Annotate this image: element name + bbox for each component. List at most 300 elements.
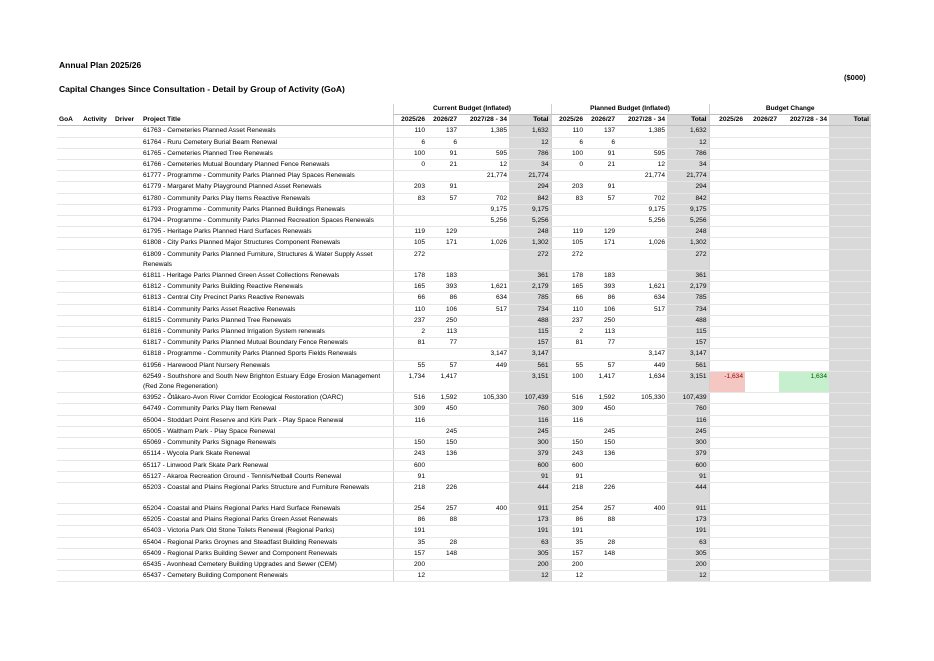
pln-value-cell: 115 (667, 327, 709, 338)
cur-value-cell: 1,734 (393, 371, 427, 392)
pln-value-cell: 105,330 (617, 393, 667, 404)
pln-value-cell: 561 (667, 360, 709, 371)
driver-cell (113, 238, 141, 249)
goa-cell (57, 571, 81, 582)
chg-value-cell (745, 482, 779, 503)
cur-value-cell: 83 (393, 193, 427, 204)
project-title-cell: 61812 - Community Parks Building Reactive Renewals (141, 282, 393, 293)
goa-cell (57, 503, 81, 514)
page-subtitle: Capital Changes Since Consultation - Detail by Group of Activity (GoA) (59, 84, 345, 94)
cur-value-cell: 113 (427, 327, 459, 338)
cur-value-cell: 55 (393, 360, 427, 371)
pln-value-cell: 63 (667, 537, 709, 548)
pln-value-cell: 516 (551, 393, 585, 404)
cur-value-cell: 105 (393, 238, 427, 249)
pln-value-cell (617, 559, 667, 570)
pln-value-cell: 91 (551, 471, 585, 482)
activity-cell (81, 471, 113, 482)
table-row (57, 371, 871, 392)
table-row (57, 460, 871, 471)
table-row (57, 482, 871, 503)
cur-value-cell: 119 (393, 227, 427, 238)
driver-cell (113, 204, 141, 215)
chg-value-cell (829, 460, 871, 471)
chg-value-cell (745, 238, 779, 249)
chg-value-cell (745, 249, 779, 270)
cur-value-cell: 1,621 (459, 282, 509, 293)
cur-value-cell: 191 (393, 526, 427, 537)
cur-value-cell: 12 (459, 160, 509, 171)
group-planned-budget: Planned Budget (Inflated) (551, 104, 709, 115)
goa-cell (57, 304, 81, 315)
chg-value-cell (745, 137, 779, 148)
pln-value-cell: 444 (667, 482, 709, 503)
table-row (57, 404, 871, 415)
chg-value-cell (709, 449, 745, 460)
project-title-cell: 61809 - Community Parks Planned Furniture, Structures & Water Supply Asset Renewals (141, 249, 393, 270)
cur-value-cell: 81 (393, 338, 427, 349)
pln-value-cell: 634 (617, 293, 667, 304)
page-title: Annual Plan 2025/26 (59, 60, 142, 70)
goa-cell (57, 148, 81, 159)
cur-value-cell (459, 548, 509, 559)
pln-value-cell: 3,147 (667, 349, 709, 360)
activity-cell (81, 238, 113, 249)
chg-value-cell (709, 282, 745, 293)
cur-value-cell: 561 (509, 360, 551, 371)
chg-value-cell (829, 271, 871, 282)
project-title-cell: 65404 - Regional Parks Groynes and Steadfast Building Renewals (141, 537, 393, 548)
cur-value-cell: 115 (509, 327, 551, 338)
pln-value-cell: 173 (667, 515, 709, 526)
pln-value-cell: 226 (585, 482, 617, 503)
pln-value-cell: 148 (585, 548, 617, 559)
chg-value-cell (829, 559, 871, 570)
chg-value-cell (779, 193, 829, 204)
cur-value-cell: 3,151 (509, 371, 551, 392)
chg-value-cell (829, 426, 871, 437)
pln-value-cell (585, 526, 617, 537)
cur-value-cell: 786 (509, 148, 551, 159)
chg-value-cell (779, 160, 829, 171)
cur-value-cell (459, 227, 509, 238)
cur-value-cell: 272 (393, 249, 427, 270)
project-title-cell: 65205 - Coastal and Plains Regional Parks Green Asset Renewals (141, 515, 393, 526)
cur-value-cell: 116 (393, 415, 427, 426)
cur-value-cell (459, 182, 509, 193)
project-title-cell: 61794 - Programme - Community Parks Planned Recreation Spaces Renewals (141, 216, 393, 227)
chg-value-cell (779, 471, 829, 482)
pln-value-cell (551, 171, 585, 182)
project-title-cell: 61818 - Programme - Community Parks Planned Sports Fields Renewals (141, 349, 393, 360)
cur-value-cell: 488 (509, 315, 551, 326)
activity-cell (81, 537, 113, 548)
pln-value-cell (617, 182, 667, 193)
table-row (57, 426, 871, 437)
driver-cell (113, 282, 141, 293)
cur-value-cell: 203 (393, 182, 427, 193)
driver-cell (113, 415, 141, 426)
pln-value-cell: 12 (667, 137, 709, 148)
pln-value-cell: 57 (585, 360, 617, 371)
cur-value-cell: 183 (427, 271, 459, 282)
pln-value-cell (617, 315, 667, 326)
driver-cell (113, 126, 141, 137)
goa-cell (57, 559, 81, 570)
driver-cell (113, 216, 141, 227)
pln-value-cell: 200 (551, 559, 585, 570)
pln-value-cell: 237 (551, 315, 585, 326)
cur-value-cell: 3,147 (509, 349, 551, 360)
pln-value-cell: 91 (667, 471, 709, 482)
cur-value-cell (393, 349, 427, 360)
driver-cell (113, 137, 141, 148)
chg-value-cell (779, 148, 829, 159)
cur-value-cell: 257 (427, 503, 459, 514)
cur-value-cell: 0 (393, 160, 427, 171)
chg-value-cell (779, 515, 829, 526)
goa-cell (57, 515, 81, 526)
driver-cell (113, 360, 141, 371)
goa-cell (57, 349, 81, 360)
project-title-cell: 61765 - Cemeteries Planned Tree Renewals (141, 148, 393, 159)
chg-value-cell (745, 293, 779, 304)
chg-value-cell (709, 438, 745, 449)
pln-value-cell: 110 (551, 126, 585, 137)
chg-value-cell (779, 548, 829, 559)
pln-value-cell (585, 559, 617, 570)
chg-value-cell (709, 182, 745, 193)
pln-value-cell: 786 (667, 148, 709, 159)
chg-value-cell (829, 548, 871, 559)
driver-cell (113, 526, 141, 537)
driver-cell (113, 160, 141, 171)
project-title-cell: 65005 - Waltham Park - Play Space Renewal (141, 426, 393, 437)
chg-value-cell (829, 371, 871, 392)
pln-value-cell: 136 (585, 449, 617, 460)
pln-value-cell (617, 404, 667, 415)
chg-value-cell (745, 182, 779, 193)
chg-value-cell (829, 482, 871, 503)
cur-value-cell: 6 (427, 137, 459, 148)
chg-value-cell (829, 449, 871, 460)
pln-value-cell: 3,151 (667, 371, 709, 392)
cur-value-cell (393, 216, 427, 227)
activity-cell (81, 438, 113, 449)
pln-value-cell: 9,175 (667, 204, 709, 215)
cur-value-cell: 516 (393, 393, 427, 404)
table-row (57, 515, 871, 526)
cur-value-cell: 2 (393, 327, 427, 338)
cur-value-cell: 77 (427, 338, 459, 349)
cur-value-cell: 393 (427, 282, 459, 293)
table-row (57, 271, 871, 282)
chg-value-cell (745, 216, 779, 227)
cur-value-cell: 110 (393, 126, 427, 137)
chg-value-cell (829, 171, 871, 182)
activity-cell (81, 126, 113, 137)
cur-value-cell: 165 (393, 282, 427, 293)
pln-value-cell: 243 (551, 449, 585, 460)
activity-cell (81, 182, 113, 193)
pln-value-cell: 137 (585, 126, 617, 137)
cur-value-cell: 5,256 (459, 216, 509, 227)
cur-value-cell: 21 (427, 160, 459, 171)
cur-value-cell: 361 (509, 271, 551, 282)
activity-cell (81, 193, 113, 204)
cur-value-cell (459, 571, 509, 582)
chg-value-cell (829, 293, 871, 304)
driver-cell (113, 338, 141, 349)
column-header: Activity (81, 115, 113, 126)
chg-value-cell (829, 404, 871, 415)
chg-value-cell (779, 204, 829, 215)
pln-value-cell: 86 (585, 293, 617, 304)
cur-value-cell (459, 438, 509, 449)
table-row (57, 171, 871, 182)
table-row (57, 293, 871, 304)
goa-cell (57, 204, 81, 215)
cur-value-cell (427, 526, 459, 537)
chg-value-cell (829, 238, 871, 249)
cur-value-cell: 136 (427, 449, 459, 460)
cur-value-cell: 191 (509, 526, 551, 537)
chg-value-cell (829, 148, 871, 159)
pln-value-cell: 1,621 (617, 282, 667, 293)
pln-value-cell: 3,147 (617, 349, 667, 360)
pln-value-cell: 9,175 (617, 204, 667, 215)
project-title-cell: 65117 - Linwood Park Skate Park Renewal (141, 460, 393, 471)
chg-value-cell (779, 282, 829, 293)
chg-value-cell (745, 338, 779, 349)
pln-value-cell: 600 (667, 460, 709, 471)
chg-value-cell (829, 471, 871, 482)
pln-value-cell: 203 (551, 182, 585, 193)
pln-value-cell (585, 415, 617, 426)
chg-value-cell (779, 227, 829, 238)
chg-value-cell (745, 148, 779, 159)
cur-value-cell: 760 (509, 404, 551, 415)
chg-value-cell (829, 204, 871, 215)
chg-value-cell (779, 503, 829, 514)
goa-cell (57, 548, 81, 559)
pln-value-cell: 1,634 (617, 371, 667, 392)
chg-value-cell (779, 171, 829, 182)
table-row (57, 282, 871, 293)
goa-cell (57, 327, 81, 338)
table-row (57, 338, 871, 349)
chg-value-cell (779, 216, 829, 227)
cur-value-cell: 449 (459, 360, 509, 371)
cur-value-cell (459, 404, 509, 415)
pln-value-cell: 760 (667, 404, 709, 415)
goa-cell (57, 393, 81, 404)
cur-value-cell: 9,175 (509, 204, 551, 215)
group-header-row (57, 104, 871, 115)
chg-value-cell (829, 126, 871, 137)
project-title-cell: 65069 - Community Parks Signage Renewals (141, 438, 393, 449)
cur-value-cell: 129 (427, 227, 459, 238)
pln-value-cell: 0 (551, 160, 585, 171)
pln-value-cell: 1,417 (585, 371, 617, 392)
pln-value-cell: 6 (551, 137, 585, 148)
pln-value-cell: 294 (667, 182, 709, 193)
cur-value-cell (427, 171, 459, 182)
driver-cell (113, 148, 141, 159)
activity-cell (81, 415, 113, 426)
cur-value-cell (459, 249, 509, 270)
activity-cell (81, 503, 113, 514)
goa-cell (57, 249, 81, 270)
pln-value-cell: 150 (585, 438, 617, 449)
activity-cell (81, 216, 113, 227)
pln-value-cell (585, 249, 617, 270)
column-header: 2025/26 (551, 115, 585, 126)
pln-value-cell: 21 (585, 160, 617, 171)
cur-value-cell: 91 (427, 148, 459, 159)
goa-cell (57, 271, 81, 282)
project-title-cell: 61764 - Ruru Cemetery Burial Beam Renewal (141, 137, 393, 148)
pln-value-cell (617, 338, 667, 349)
activity-cell (81, 338, 113, 349)
pln-value-cell: 191 (667, 526, 709, 537)
cur-value-cell: 150 (427, 438, 459, 449)
project-title-cell: 61777 - Programme - Community Parks Planned Play Spaces Renewals (141, 171, 393, 182)
goa-cell (57, 338, 81, 349)
cur-value-cell: 379 (509, 449, 551, 460)
cur-value-cell (459, 526, 509, 537)
chg-value-cell (709, 293, 745, 304)
pln-value-cell: 393 (585, 282, 617, 293)
cur-value-cell: 305 (509, 548, 551, 559)
activity-cell (81, 227, 113, 238)
chg-value-cell (709, 227, 745, 238)
cur-value-cell: 63 (509, 537, 551, 548)
cur-value-cell (427, 559, 459, 570)
column-header: Total (509, 115, 551, 126)
cur-value-cell (459, 515, 509, 526)
activity-cell (81, 526, 113, 537)
column-header: Project Title (141, 115, 393, 126)
activity-cell (81, 559, 113, 570)
table-row (57, 204, 871, 215)
driver-cell (113, 571, 141, 582)
cur-value-cell: 150 (393, 438, 427, 449)
goa-cell (57, 426, 81, 437)
cur-value-cell: 173 (509, 515, 551, 526)
cur-value-cell: 243 (393, 449, 427, 460)
cur-value-cell: 3,147 (459, 349, 509, 360)
chg-value-cell (779, 537, 829, 548)
cur-value-cell: 702 (459, 193, 509, 204)
chg-value-cell (779, 304, 829, 315)
cur-value-cell: 28 (427, 537, 459, 548)
project-title-cell: 61813 - Central City Precinct Parks Reactive Renewals (141, 293, 393, 304)
pln-value-cell: 150 (551, 438, 585, 449)
pln-value-cell: 105 (551, 238, 585, 249)
cur-value-cell: 107,439 (509, 393, 551, 404)
driver-cell (113, 249, 141, 270)
pln-value-cell: 12 (551, 571, 585, 582)
pln-value-cell (551, 426, 585, 437)
activity-cell (81, 393, 113, 404)
cur-value-cell: 517 (459, 304, 509, 315)
cur-value-cell: 105,330 (459, 393, 509, 404)
activity-cell (81, 293, 113, 304)
chg-value-cell (829, 137, 871, 148)
pln-value-cell (585, 471, 617, 482)
pln-value-cell (617, 515, 667, 526)
cur-value-cell: 91 (509, 471, 551, 482)
cur-value-cell: 21,774 (509, 171, 551, 182)
project-title-cell: 65437 - Cemetery Building Component Renewals (141, 571, 393, 582)
activity-cell (81, 315, 113, 326)
project-title-cell: 65004 - Stoddart Point Reserve and Kirk Park - Play Space Renewal (141, 415, 393, 426)
activity-cell (81, 282, 113, 293)
pln-value-cell: 250 (585, 315, 617, 326)
chg-value-cell (779, 271, 829, 282)
chg-value-cell (709, 404, 745, 415)
goa-cell (57, 160, 81, 171)
pln-value-cell: 600 (551, 460, 585, 471)
chg-value-cell (709, 148, 745, 159)
chg-value-cell (709, 238, 745, 249)
pln-value-cell (551, 204, 585, 215)
pln-value-cell (617, 271, 667, 282)
cur-value-cell: 785 (509, 293, 551, 304)
chg-value-cell (709, 426, 745, 437)
cur-value-cell: 734 (509, 304, 551, 315)
cur-value-cell: 300 (509, 438, 551, 449)
pln-value-cell: 449 (617, 360, 667, 371)
cur-value-cell: 157 (393, 548, 427, 559)
project-title-cell: 61811 - Heritage Parks Planned Green Asset Collections Renewals (141, 271, 393, 282)
column-header-row (57, 115, 871, 126)
project-title-cell: 61815 - Community Parks Planned Tree Renewals (141, 315, 393, 326)
column-header: GoA (57, 115, 81, 126)
chg-value-cell (829, 338, 871, 349)
column-header: 2026/27 (427, 115, 459, 126)
activity-cell (81, 360, 113, 371)
chg-value-cell (829, 515, 871, 526)
pln-value-cell: 272 (551, 249, 585, 270)
pln-value-cell: 309 (551, 404, 585, 415)
pln-value-cell: 1,592 (585, 393, 617, 404)
activity-cell (81, 548, 113, 559)
cur-value-cell: 254 (393, 503, 427, 514)
chg-value-cell (745, 438, 779, 449)
activity-cell (81, 349, 113, 360)
pln-value-cell: 254 (551, 503, 585, 514)
table-row (57, 249, 871, 270)
table-row (57, 360, 871, 371)
cur-value-cell: 842 (509, 193, 551, 204)
activity-cell (81, 460, 113, 471)
chg-value-cell (779, 182, 829, 193)
column-header: 2027/28 - 34 (617, 115, 667, 126)
chg-value-cell (779, 449, 829, 460)
chg-value-cell (829, 503, 871, 514)
pln-value-cell (617, 137, 667, 148)
driver-cell (113, 438, 141, 449)
project-title-cell: 61956 - Harewood Plant Nursery Renewals (141, 360, 393, 371)
pln-value-cell: 91 (585, 148, 617, 159)
chg-value-cell (779, 327, 829, 338)
table-row (57, 327, 871, 338)
cur-value-cell: 248 (509, 227, 551, 238)
pln-value-cell (585, 571, 617, 582)
goa-cell (57, 371, 81, 392)
